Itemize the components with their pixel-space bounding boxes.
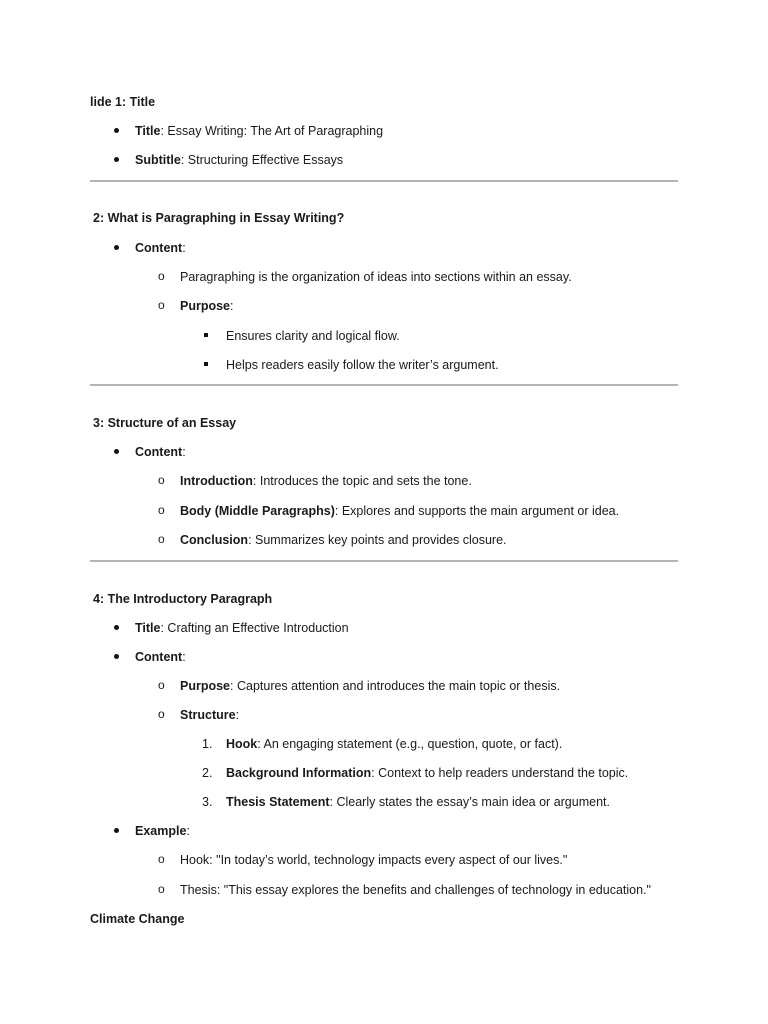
slide2-heading: 2: What is Paragraphing in Essay Writing? [93,211,345,225]
sub-bullet-icon: o [158,532,165,546]
sub-bullet-icon: o [158,503,165,517]
bullet-icon [114,654,119,659]
slide2-purpose-item [180,298,234,314]
example-thesis: Thesis: "This essay explores the benefits and challenges of technology in education." [180,883,651,897]
title-text: : Crafting an Effective Introduction [160,621,349,635]
slide4-structure-item [180,707,239,723]
purpose-text: : Captures attention and introduces the main topic or thesis. [230,679,561,693]
background-text: : Context to help readers understand the topic. [371,766,629,780]
bullet-icon [114,449,119,454]
structure-thesis-item [226,794,610,810]
example-hook: Hook: "In today’s world, technology impacts every aspect of our lives." [180,853,568,867]
background-label: Background Information [226,766,372,780]
slide4-title-item [135,620,349,636]
slide3-conclusion-item [180,532,507,548]
slide3-intro-item [180,473,472,489]
structure-number: 3. [202,795,213,809]
colon: : [182,445,186,459]
slide4-example-item [135,823,190,839]
section-divider [90,384,678,386]
slide1-heading: lide 1: Title [90,95,156,109]
square-bullet-icon [204,333,208,337]
section-divider [90,560,678,562]
slide1-title-item [135,123,383,139]
climate-change-heading: Climate Change [90,912,185,926]
square-bullet-icon [204,362,208,366]
content-label: Content [135,650,183,664]
slide3-body-item [180,503,619,519]
title-text: : Essay Writing: The Art of Paragraphing [160,124,384,138]
structure-number: 2. [202,766,213,780]
body-text: : Explores and supports the main argument or idea. [334,504,620,518]
slide2-content-item [135,240,186,256]
slide2-purpose-point: Ensures clarity and logical flow. [226,329,400,343]
content-label: Content [135,445,183,459]
bullet-icon [114,828,119,833]
colon: : [182,650,186,664]
sub-bullet-icon: o [158,707,165,721]
sub-bullet-icon: o [158,852,165,866]
intro-label: Introduction [180,474,253,488]
title-label: Title [135,124,161,138]
section-divider [90,180,678,182]
structure-background-item [226,765,628,781]
slide3-heading: 3: Structure of an Essay [93,416,237,430]
hook-text: : An engaging statement (e.g., question, quote, or fact). [257,737,563,751]
bullet-icon [114,157,119,162]
slide3-content-item [135,444,186,460]
colon: : [235,708,240,722]
structure-label: Structure [180,708,236,722]
conclusion-label: Conclusion [180,533,249,547]
bullet-icon [114,128,119,133]
sub-bullet-icon: o [158,678,165,692]
purpose-label: Purpose [180,679,231,693]
colon: : [182,241,186,255]
title-label: Title [135,621,161,635]
sub-bullet-icon: o [158,298,165,312]
intro-text: : Introduces the topic and sets the tone. [252,474,472,488]
example-label: Example [135,824,187,838]
subtitle-text: : Structuring Effective Essays [180,153,344,167]
thesis-label: Thesis Statement [226,795,330,809]
body-label: Body (Middle Paragraphs) [180,504,335,518]
hook-label: Hook [226,737,258,751]
subtitle-label: Subtitle [135,153,181,167]
thesis-text: : Clearly states the essay’s main idea or argument. [329,795,610,809]
structure-hook-item [226,736,562,752]
bullet-icon [114,245,119,250]
structure-number: 1. [202,737,213,751]
content-label: Content [135,241,183,255]
slide4-content-item [135,649,186,665]
sub-bullet-icon: o [158,269,165,283]
purpose-label: Purpose [180,299,231,313]
colon: : [230,299,234,313]
sub-bullet-icon: o [158,473,165,487]
slide1-subtitle-item [135,152,343,168]
slide2-purpose-point: Helps readers easily follow the writer’s argument. [226,358,499,372]
slide4-purpose-item [180,678,560,694]
slide2-definition: Paragraphing is the organization of ideas into sections within an essay. [180,270,572,284]
bullet-icon [114,625,119,630]
slide4-heading: 4: The Introductory Paragraph [93,592,273,606]
colon: : [186,824,190,838]
conclusion-text: : Summarizes key points and provides closure. [248,533,507,547]
sub-bullet-icon: o [158,882,165,896]
